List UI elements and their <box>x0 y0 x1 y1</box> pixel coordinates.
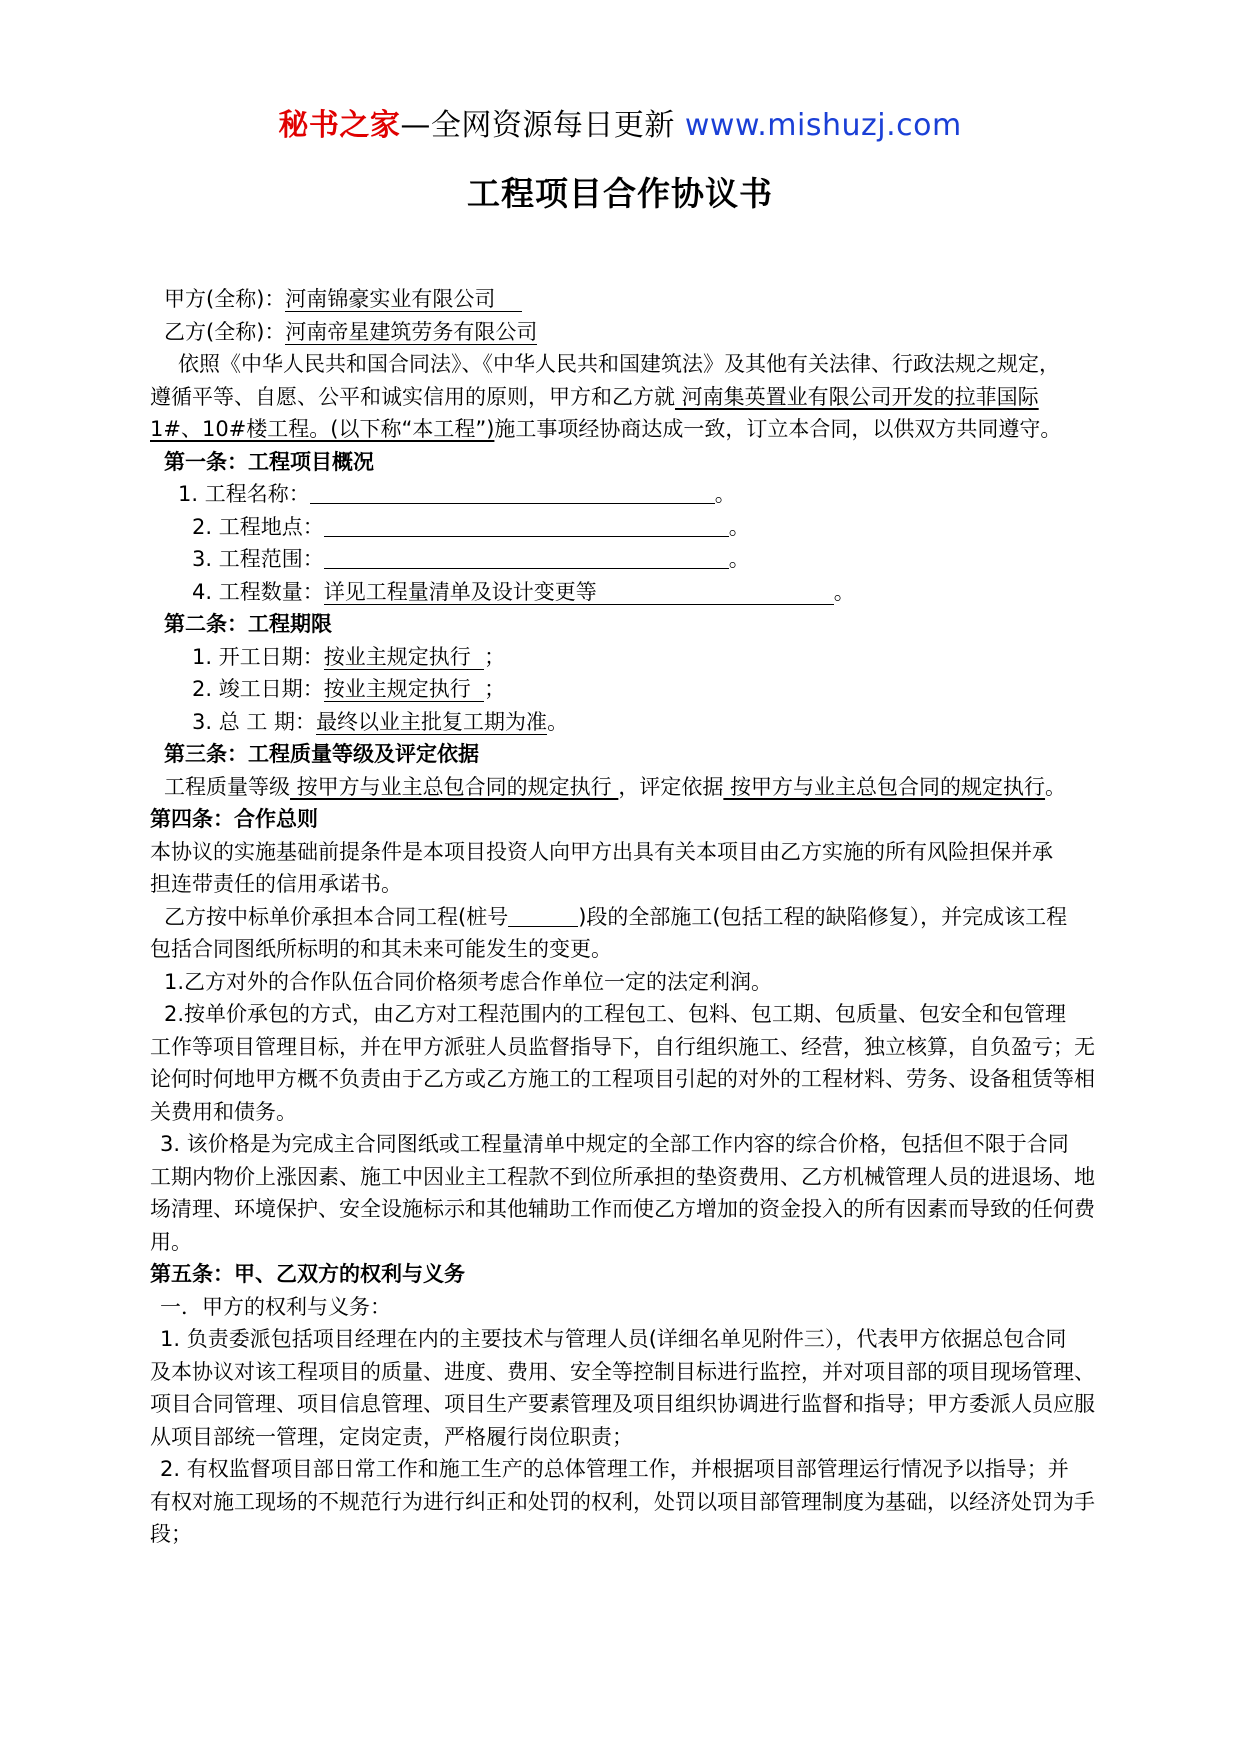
art5-item-2-line1: 2. 有权监督项目部日常工作和施工生产的总体管理工作，并根据项目部管理运行情况予以指导；并 <box>160 1457 1069 1481</box>
art1-item-3: 3. 工程范围： 。 <box>192 547 750 571</box>
blank-pile-number[interactable] <box>508 904 578 927</box>
art5-item-1-line4: 从项目部统一管理，定岗定责，严格履行岗位职责； <box>150 1424 633 1449</box>
party-b-line <box>150 316 1140 349</box>
site-header <box>0 100 1240 144</box>
party-a-value: 河南锦豪实业有限公司 <box>285 287 522 312</box>
intro-line-3: 1#、10#楼工程。(以下称“本工程”)施工事项经协商达成一致，订立本合同，以供双方共同遵守。 <box>150 417 1062 441</box>
party-b-label: 乙方(全称)： <box>164 319 286 344</box>
article-5-title: 第五条：甲、乙双方的权利与义务 <box>150 1262 465 1286</box>
art2-end-date: 2. 竣工日期：按业主规定执行 ； <box>192 677 506 701</box>
art2-start-date: 1. 开工日期：按业主规定执行 ； <box>192 644 506 669</box>
start-date-value: 按业主规定执行 <box>324 645 484 670</box>
blank-project-scope[interactable] <box>324 546 729 569</box>
art4-para2-line1: 乙方按中标单价承担本合同工程(桩号 )段的全部施工(包括工程的缺陷修复），并完成该工程 <box>164 904 1068 929</box>
site-url-link[interactable]: www.mishuzj.com <box>684 108 962 143</box>
total-period-value: 最终以业主批复工期为准 <box>316 709 548 734</box>
intro-project-building: 1#、10#楼工程。(以下称“本工程”) <box>150 417 495 441</box>
intro-line-2: 遵循平等、自愿、公平和诚实信用的原则，甲方和乙方就 河南集英置业有限公司开发的拉菲国际 <box>150 384 1039 409</box>
art4-item-2-line2: 工作等项目管理目标，并在甲方派驻人员监督指导下，自行组织施工、经营，独立核算，自负盈亏；无 <box>150 1034 1095 1059</box>
document-title: 工程项目合作协议书 <box>467 174 773 213</box>
quality-grade-value: 按甲方与业主总包合同的规定执行 <box>290 774 619 799</box>
party-a-label: 甲方(全称)： <box>164 287 286 311</box>
art1-item-4: 4. 工程数量：详见工程量清单及设计变更等 。 <box>192 579 855 604</box>
intro-project-name: 河南集英置业有限公司开发的拉菲国际 <box>675 384 1039 409</box>
party-a-line <box>150 283 1140 316</box>
project-quantity-value: 详见工程量清单及设计变更等 <box>324 580 834 605</box>
art5-item-2-line3: 段； <box>150 1522 192 1546</box>
art5-item-1-line1: 1. 负责委派包括项目经理在内的主要技术与管理人员(详细名单见附件三），代表甲方依据总包合同 <box>160 1327 1067 1351</box>
art5-item-1-line3: 项目合同管理、项目信息管理、项目生产要素管理及项目组织协调进行监督和指导；甲方委派人员应服 <box>150 1392 1095 1416</box>
art4-item-2-line4: 关费用和债务。 <box>150 1099 297 1124</box>
art5-item-1-line2: 及本协议对该工程项目的质量、进度、费用、安全等控制目标进行监控，并对项目部的项目现场管理、 <box>150 1359 1095 1384</box>
art4-para1-line2: 担连带责任的信用承诺书。 <box>150 872 402 896</box>
art1-item-1: 1. 工程名称： 。 <box>178 482 736 506</box>
art3-content: 工程质量等级 按甲方与业主总包合同的规定执行 ，评定依据 按甲方与业主总包合同的规定执行。 <box>164 774 1067 799</box>
art4-para2-line2: 包括合同图纸所标明的和其未来可能发生的变更。 <box>150 937 612 961</box>
blank-project-name[interactable] <box>310 481 715 504</box>
art4-para1-line1: 本协议的实施基础前提条件是本项目投资人向甲方出具有关本项目由乙方实施的所有风险担保并承 <box>150 839 1053 864</box>
art4-item-1: 1.乙方对外的合作队伍合同价格须考虑合作单位一定的法定利润。 <box>164 969 773 994</box>
art4-item-3-line2: 工期内物价上涨因素、施工中因业主工程款不到位所承担的垫资费用、乙方机械管理人员的进退场、地 <box>150 1164 1095 1189</box>
art4-item-2-line3: 论何时何地甲方概不负责由于乙方或乙方施工的工程项目引起的对外的工程材料、劳务、设备租赁等相 <box>150 1067 1095 1091</box>
article-4-title: 第四条：合作总则 <box>150 807 318 831</box>
end-date-value: 按业主规定执行 <box>324 677 484 702</box>
party-b-value: 河南帝星建筑劳务有限公司 <box>285 319 538 344</box>
art4-item-3-line3: 场清理、环境保护、安全设施标示和其他辅助工作而使乙方增加的资金投入的所有因素而导致的任何费 <box>150 1197 1095 1221</box>
intro-line-1: 依照《中华人民共和国合同法》、《中华人民共和国建筑法》及其他有关法律、行政法规之规定， <box>178 352 1060 376</box>
art4-item-2-line1: 2.按单价承包的方式，由乙方对工程范围内的工程包工、包料、包工期、包质量、包安全和包管理 <box>164 1002 1067 1026</box>
brand-name: 秘书之家 <box>278 108 401 143</box>
art1-item-2: 2. 工程地点： 。 <box>192 514 750 539</box>
art5-item-2-line2: 有权对施工现场的不规范行为进行纠正和处罚的权利，处罚以项目部管理制度为基础，以经济处罚为手 <box>150 1489 1095 1514</box>
blank-project-location[interactable] <box>324 514 729 537</box>
article-2-title: 第二条：工程期限 <box>164 612 332 636</box>
document-body <box>150 283 1140 1551</box>
art4-item-3-line4: 用。 <box>150 1229 192 1254</box>
art5-sub-1: 一．甲方的权利与义务： <box>160 1294 391 1319</box>
art2-total-period: 3. 总 工 期：最终以业主批复工期为准。 <box>192 709 569 734</box>
article-1-title: 第一条：工程项目概况 <box>164 449 374 474</box>
header-tagline: —全网资源每日更新 <box>400 108 685 143</box>
article-3-title: 第三条：工程质量等级及评定依据 <box>164 742 479 766</box>
evaluation-basis-value: 按甲方与业主总包合同的规定执行 <box>723 774 1046 799</box>
art4-item-3-line1: 3. 该价格是为完成主合同图纸或工程量清单中规定的全部工作内容的综合价格，包括但不限于合同 <box>160 1132 1069 1156</box>
